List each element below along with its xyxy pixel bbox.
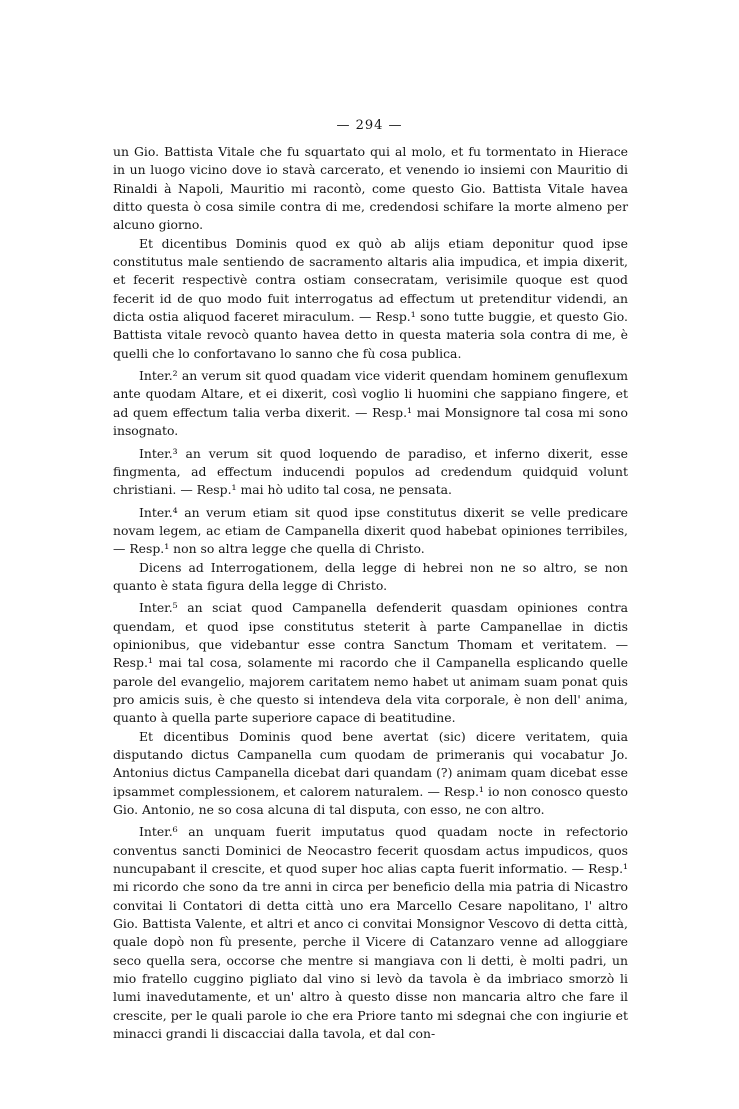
body-text	[113, 143, 628, 1044]
paragraph-1: un Gio. Battista Vitale che fu squartato qui al molo, et fu tormentato in Hierace in un luogo vicino dove io stavà carcerato, et venendo io insiemi con Mauritio di Rinaldi à Napoli, Mauritio mi racontò, come questo Gio. Battista Vitale havea ditto questa ò cosa simile contra di me, credendosi schifare la morte almeno per alcuno giorno.	[113, 144, 628, 233]
paragraph-7: Inter.⁵ an sciat quod Campanella defenderit quasdam opiniones contra quendam, et quod ipse constitutus steterit à parte Campanellae in dictis opinionibus, que videbantur esse contra Sanctum Thomam et veritatem. — Resp.¹ mai tal cosa, solamente mi racordo che il Campanella esplicando quelle parole del evangelio, majorem caritatem nemo habet ut animam suam ponat quis pro amicis suis, è che questo si intendeva dela vita corporale, è non dell' anima, quanto à quella parte superiore capace di beatitudine.	[113, 600, 628, 726]
paragraph-6: Dicens ad Interrogationem, della legge di hebrei non ne so altro, se non quanto è stata figura della legge di Christo.	[113, 559, 628, 593]
paragraph-4: Inter.³ an verum sit quod loquendo de paradiso, et inferno dixerit, esse fingmenta, ad effectum inducendi populos ad credendum quidquid volunt christiani. — Resp.¹ mai hò udito tal cosa, ne pensata.	[113, 445, 628, 498]
paragraph-9: Inter.⁶ an unquam fuerit imputatus quod quadam nocte in refectorio conventus sancti Dominici de Neocastro fecerit quosdam actus impudicos, quos nuncupabant il crescite, et quod super hoc alias capta fuerit informatio. — Resp.¹ mi ricordo che sono da tre anni in circa per beneficio della mia patria di Nicastro convitai li Contatori di detta città uno era Marcello Cesare napolitano, l' altro Gio. Battista Valente, et altri et anco ci convitai Monsignor Vescovo di detta città, quale dopò non fù presente, perche il Vicere di Catanzaro venne ad alloggiare seco quella sera, occorse che mentre si mangiava con li detti, è molti padri, un mio fratello cuggino pigliato dal vino si levò da tavola è da imbriaco smorzò li lumi inavedutamente, et un' altro à questo disse non mancaria altro che fare il crescite, per le quali parole io che era Priore tanto mi sdegnai che con ingiurie et minacci grandi li discacciai dalla tavola, et dal con-	[113, 824, 628, 1042]
page-number: — 294 —	[336, 118, 403, 133]
paragraph-8: Et dicentibus Dominis quod bene avertat (sic) dicere veritatem, quia disputando dictus Campanella cum quodam de primeranis qui vocabatur Jo. Antonius dictus Campanella dicebat dari quandam (?) animam quam dicebat esse ipsammet complessionem, et calorem naturalem. — Resp.¹ io non conosco questo Gio. Antonio, ne so cosa alcuna di tal disputa, con esso, ne con altro.	[113, 728, 628, 818]
paragraph-2: Et dicentibus Dominis quod ex quò ab alijs etiam deponitur quod ipse constitutus male sentiendo de sacramento altaris alia impudica, et impia dixerit, et fecerit respectivè contra ostiam consecratam, verisimile quoque est quod fecerit id de quo modo fuit interrogatus ad effectum ut pretenditur videndi, an dicta ostia aliquod faceret miraculum. — Resp.¹ sono tutte buggie, et questo Gio. Battista vitale revocò quanto havea detto in questa materia sola contra di me, è quelli che lo confortavano lo sanno che fù cosa publica.	[113, 235, 628, 361]
paragraph-5: Inter.⁴ an verum etiam sit quod ipse constitutus dixerit se velle predicare novam legem, ac etiam de Campanella dixerit quod habebat opiniones terribiles, — Resp.¹ non so altra legge che quella di Christo.	[113, 504, 628, 557]
paragraph-3: Inter.² an verum sit quod quadam vice viderit quendam hominem genuflexum ante quodam Altare, et ei dixerit, così voglio li huomini che sappiano fingere, et ad quem effectum talia verba dixerit. — Resp.¹ mai Monsignore tal cosa mi sono insognato.	[113, 368, 628, 439]
